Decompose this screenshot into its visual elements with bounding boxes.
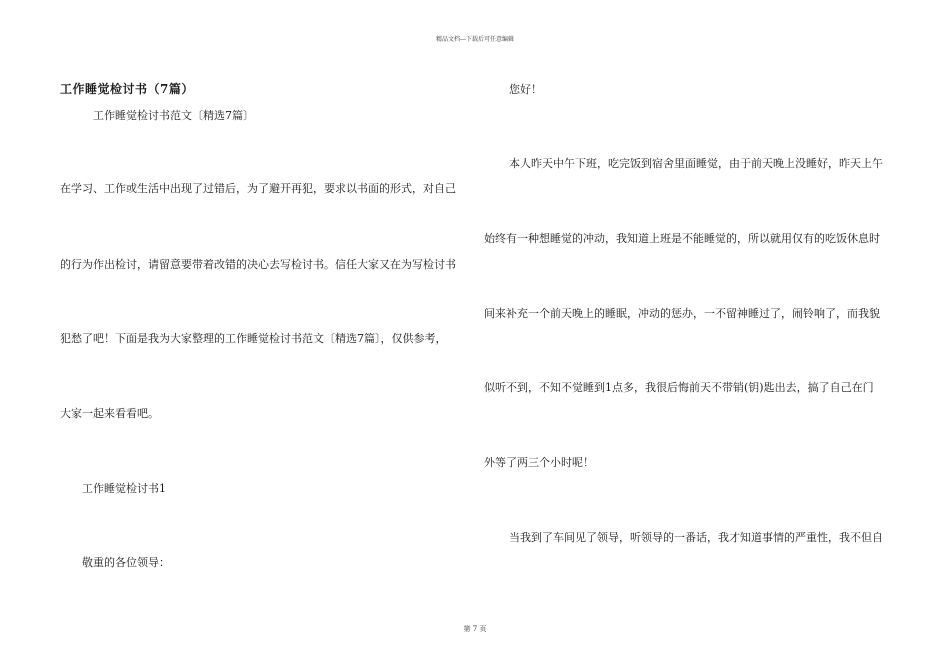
body-line: 外等了两三个小时呢！	[484, 456, 594, 469]
body-line: 犯愁了吧！下面是我为大家整理的工作睡觉检讨书范文〔精选7篇〕，仅供参考，	[60, 332, 447, 345]
body-line: 本人昨天中午下班，吃完饭到宿舍里面睡觉，由于前天晚上没睡好，昨天上午	[509, 157, 883, 170]
section-heading: 工作睡觉检讨书1	[82, 482, 166, 495]
greeting: 您好！	[509, 83, 542, 96]
document-title: 工作睡觉检讨书（7篇）	[60, 82, 194, 96]
body-line: 始终有一种想睡觉的冲动，我知道上班是不能睡觉的，所以就用仅有的吃饭休息时	[484, 232, 880, 245]
body-line: 似听不到，不知不觉睡到1点多，我很后悔前天不带销(钥)匙出去，搞了自己在门	[484, 381, 874, 394]
page-header: 精品文档---下载后可任意编辑	[435, 36, 515, 43]
body-line: 当我到了车间见了领导，听领导的一番话，我才知道事情的严重性，我不但自	[509, 531, 883, 544]
body-line: 间来补充一个前天晚上的睡眠，冲动的惩办，一不留神睡过了，闹铃响了，而我貌	[484, 307, 880, 320]
page-number: 第 7 页	[463, 625, 487, 633]
salutation: 敬重的各位领导：	[82, 556, 170, 569]
body-line: 大家一起来看看吧。	[60, 407, 159, 420]
body-line: 在学习、工作或生活中出现了过错后，为了避开再犯，要求以书面的形式，对自己	[60, 182, 456, 195]
document-subtitle: 工作睡觉检讨书范文〔精选7篇〕	[93, 109, 254, 122]
body-line: 的行为作出检讨，请留意要带着改错的决心去写检讨书。信任大家又在为写检讨书	[60, 258, 456, 271]
